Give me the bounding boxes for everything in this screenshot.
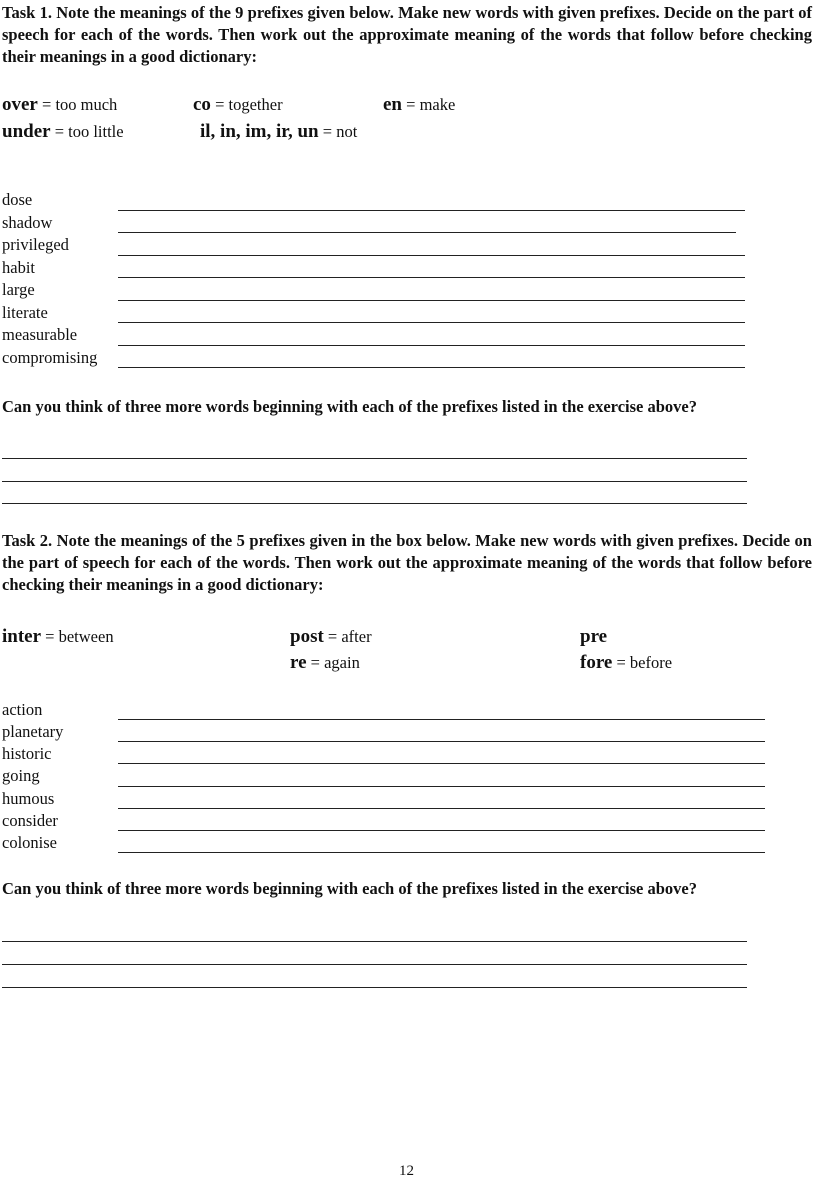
prefix-term: inter bbox=[2, 626, 42, 647]
word-shadow: shadow bbox=[2, 213, 53, 232]
prefix-meaning: not bbox=[336, 122, 358, 141]
answer-line[interactable] bbox=[2, 987, 747, 988]
answer-line[interactable] bbox=[2, 481, 747, 482]
task2-question: Can you think of three more words beginning with each of the prefixes listed in the exercise above? bbox=[2, 879, 697, 898]
answer-line[interactable] bbox=[118, 741, 765, 742]
word-humous: humous bbox=[2, 789, 55, 808]
prefix-fore: fore = before bbox=[580, 652, 673, 673]
answer-line[interactable] bbox=[2, 941, 747, 942]
answer-line[interactable] bbox=[118, 852, 765, 853]
answer-line[interactable] bbox=[2, 458, 747, 459]
prefix-term: re bbox=[290, 652, 307, 673]
prefix-meaning: too little bbox=[68, 122, 124, 141]
answer-line[interactable] bbox=[118, 786, 765, 787]
prefix-meaning: before bbox=[629, 653, 673, 672]
answer-line[interactable] bbox=[118, 322, 745, 323]
answer-line[interactable] bbox=[118, 232, 736, 233]
prefix-meaning: too much bbox=[55, 95, 118, 114]
prefix-meaning: make bbox=[419, 95, 456, 114]
prefix-meaning: again bbox=[324, 653, 360, 672]
word-habit: habit bbox=[2, 258, 35, 277]
prefix-term: il, in, im, ir, un bbox=[200, 121, 319, 142]
answer-line[interactable] bbox=[2, 503, 747, 504]
answer-line[interactable] bbox=[118, 210, 745, 211]
answer-line[interactable] bbox=[118, 300, 745, 301]
answer-line[interactable] bbox=[118, 255, 745, 256]
prefix-meaning: between bbox=[58, 627, 114, 646]
word-literate: literate bbox=[2, 303, 48, 322]
word-planetary: planetary bbox=[2, 722, 64, 741]
word-historic: historic bbox=[2, 744, 52, 763]
prefix-term: under bbox=[2, 121, 51, 142]
answer-line[interactable] bbox=[2, 964, 747, 965]
answer-line[interactable] bbox=[118, 808, 765, 809]
answer-line[interactable] bbox=[118, 345, 745, 346]
answer-line[interactable] bbox=[118, 763, 765, 764]
word-going: going bbox=[2, 766, 40, 785]
prefix-term: fore bbox=[580, 652, 613, 673]
prefix-meaning: after bbox=[341, 627, 372, 646]
prefix-negation: il, in, im, ir, un = not bbox=[200, 121, 358, 142]
task2-instructions: Task 2. Note the meanings of the 5 prefixes given in the box below. Make new words with given prefixes. Decide on the part of speech for each of the words. Then work out the approximate meaning of the words that follow before checking their meanings in a good dictionary: bbox=[2, 531, 812, 594]
prefix-post: post = after bbox=[290, 626, 372, 647]
word-action: action bbox=[2, 700, 43, 719]
prefix-re: re = again bbox=[290, 652, 360, 673]
prefix-pre bbox=[580, 626, 607, 648]
answer-line[interactable] bbox=[118, 277, 745, 278]
prefix-inter: inter = between bbox=[2, 626, 114, 647]
prefix-term: post bbox=[290, 626, 324, 647]
prefix-under: under = too little bbox=[2, 121, 124, 142]
prefix-term: en bbox=[383, 94, 402, 115]
task1-question: Can you think of three more words beginning with each of the prefixes listed in the exercise above? bbox=[2, 397, 697, 416]
prefix-term: pre bbox=[580, 626, 608, 647]
prefix-co: co = together bbox=[193, 94, 283, 115]
prefix-meaning: together bbox=[228, 95, 283, 114]
word-measurable: measurable bbox=[2, 325, 78, 344]
task1-instructions: Task 1. Note the meanings of the 9 prefixes given below. Make new words with given prefixes. Decide on the part of speech for each of the words. Then work out the approximate meaning of the words that follow before checking their meanings in a good dictionary: bbox=[2, 3, 812, 66]
word-colonise: colonise bbox=[2, 833, 57, 852]
word-compromising: compromising bbox=[2, 348, 98, 367]
word-large: large bbox=[2, 280, 35, 299]
answer-line[interactable] bbox=[118, 367, 745, 368]
word-consider: consider bbox=[2, 811, 58, 830]
prefix-term: co bbox=[193, 94, 211, 115]
answer-line[interactable] bbox=[118, 830, 765, 831]
word-dose: dose bbox=[2, 190, 33, 209]
answer-line[interactable] bbox=[118, 719, 765, 720]
page-number: 12 bbox=[399, 1163, 414, 1179]
prefix-term: over bbox=[2, 94, 38, 115]
prefix-over: over = too much bbox=[2, 94, 118, 115]
word-privileged: privileged bbox=[2, 235, 69, 254]
prefix-en: en = make bbox=[383, 94, 456, 115]
